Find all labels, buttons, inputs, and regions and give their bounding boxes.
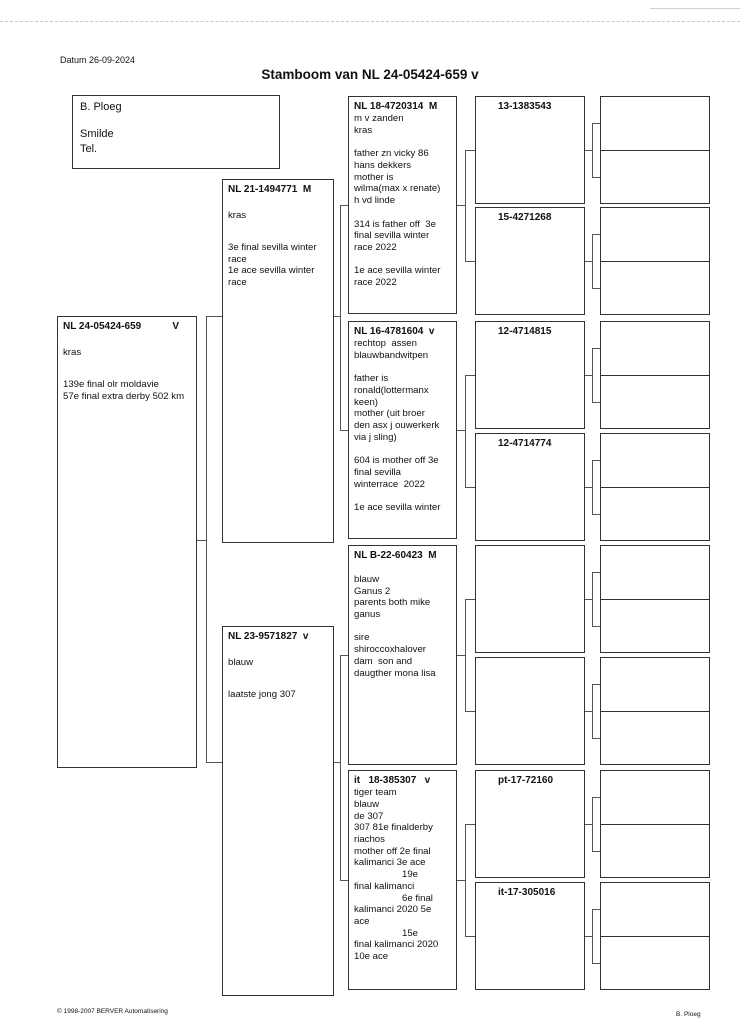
empty-ancestor-pair bbox=[600, 96, 710, 204]
grandparent-ring: NL 16-4781604 v bbox=[354, 326, 435, 337]
empty-ancestor-pair bbox=[600, 545, 710, 653]
sire-notes: 3e final sevilla winter race 1e ace sevilla winter race bbox=[228, 241, 317, 288]
grandparent-notes: tiger team blauw de 307 307 81e finalderby riachos mother off 2e final kalimanci 3e ace 19e final kalimanci 6e final kalimanci 2020 5e ace 15e final kalimanci 2020 10e ace bbox=[354, 787, 439, 963]
subject-sex: V bbox=[172, 321, 179, 332]
connector-line bbox=[206, 316, 207, 763]
connector-line bbox=[592, 572, 593, 626]
connector-line bbox=[340, 205, 341, 430]
connector-line bbox=[340, 655, 341, 880]
connector-line bbox=[340, 205, 348, 206]
dam-notes: laatste jong 307 bbox=[228, 688, 296, 700]
connector-line bbox=[206, 316, 222, 317]
grandparent-box bbox=[348, 96, 457, 314]
sire-ring: NL 21-1494771 M bbox=[228, 184, 312, 195]
connector-line bbox=[465, 375, 475, 376]
empty-ancestor-pair bbox=[600, 321, 710, 429]
connector-line bbox=[592, 348, 593, 402]
great-grandparent-box bbox=[475, 96, 585, 204]
connector-line bbox=[585, 261, 592, 262]
great-grandparent-ring: 12-4714815 bbox=[498, 326, 552, 337]
great-grandparent-ring: 13-1383543 bbox=[498, 101, 552, 112]
empty-ancestor-pair bbox=[600, 657, 710, 765]
connector-line bbox=[457, 430, 465, 431]
connector-line bbox=[465, 150, 475, 151]
connector-line bbox=[465, 375, 466, 487]
connector-line bbox=[592, 963, 600, 964]
connector-line bbox=[592, 626, 600, 627]
empty-ancestor-pair bbox=[600, 882, 710, 990]
subject-box bbox=[57, 316, 197, 768]
owner-tel: Tel. bbox=[80, 142, 98, 155]
connector-line bbox=[592, 797, 600, 798]
connector-line bbox=[592, 738, 600, 739]
connector-line bbox=[592, 234, 600, 235]
sire-box bbox=[222, 179, 334, 543]
connector-line bbox=[592, 177, 600, 178]
connector-line bbox=[592, 909, 593, 963]
connector-line bbox=[585, 824, 592, 825]
connector-line bbox=[592, 123, 593, 177]
dam-color: blauw bbox=[228, 657, 254, 669]
connector-line bbox=[465, 487, 475, 488]
great-grandparent-box bbox=[475, 321, 585, 429]
subject-notes: 139e final olr moldavie 57e final extra derby 502 km bbox=[63, 378, 185, 402]
great-grandparent-box bbox=[475, 770, 585, 878]
great-grandparent-box bbox=[475, 545, 585, 653]
connector-line bbox=[592, 797, 593, 851]
dam-box bbox=[222, 626, 334, 996]
connector-line bbox=[592, 851, 600, 852]
sire-color: kras bbox=[228, 210, 247, 222]
connector-line bbox=[585, 487, 592, 488]
great-grandparent-box bbox=[475, 433, 585, 541]
connector-line bbox=[465, 824, 466, 936]
owner-box bbox=[72, 95, 280, 169]
footer-owner: B. Ploeg bbox=[676, 1011, 701, 1018]
connector-line bbox=[585, 711, 592, 712]
connector-line bbox=[465, 599, 475, 600]
connector-line bbox=[465, 599, 466, 711]
grandparent-ring: NL 18-4720314 M bbox=[354, 101, 438, 112]
connector-line bbox=[340, 880, 348, 881]
empty-ancestor-pair bbox=[600, 207, 710, 315]
grandparent-notes: m v zanden kras father zn vicky 86 hans dekkers mother is wilma(max x renate) h vd linde 314 is father off 3e final sevilla winter race 2022 1e ace sevilla winter race 2022 bbox=[354, 113, 441, 289]
grandparent-box bbox=[348, 321, 457, 539]
connector-line bbox=[592, 684, 593, 738]
connector-line bbox=[465, 711, 475, 712]
pedigree-date: Datum 26-09-2024 bbox=[60, 55, 136, 65]
connector-line bbox=[197, 540, 206, 541]
connector-line bbox=[592, 684, 600, 685]
connector-line bbox=[592, 234, 593, 288]
connector-line bbox=[465, 150, 466, 261]
owner-city: Smilde bbox=[80, 128, 114, 141]
connector-line bbox=[457, 880, 465, 881]
great-grandparent-ring: pt-17-72160 bbox=[498, 775, 554, 786]
dam-ring: NL 23-9571827 v bbox=[228, 631, 309, 642]
grandparent-notes: blauw Ganus 2 parents both mike ganus sire shiroccoxhalover dam son and daugther mona lisa bbox=[354, 573, 436, 679]
connector-line bbox=[592, 909, 600, 910]
connector-line bbox=[592, 514, 600, 515]
grandparent-ring: it 18-385307 v bbox=[354, 775, 431, 786]
connector-line bbox=[592, 402, 600, 403]
connector-line bbox=[340, 655, 348, 656]
great-grandparent-ring: 12-4714774 bbox=[498, 438, 552, 449]
connector-line bbox=[585, 375, 592, 376]
connector-line bbox=[592, 348, 600, 349]
connector-line bbox=[592, 123, 600, 124]
connector-line bbox=[457, 655, 465, 656]
grandparent-box bbox=[348, 545, 457, 765]
great-grandparent-ring: it-17-305016 bbox=[498, 887, 556, 898]
footer-copyright: © 1998-2007 BERVER Automatisering bbox=[57, 1008, 168, 1015]
connector-line bbox=[465, 824, 475, 825]
connector-line bbox=[585, 599, 592, 600]
connector-line bbox=[465, 261, 475, 262]
connector-line bbox=[592, 460, 600, 461]
connector-line bbox=[457, 205, 465, 206]
connector-line bbox=[585, 936, 592, 937]
connector-line bbox=[592, 460, 593, 514]
connector-line bbox=[592, 288, 600, 289]
subject-color: kras bbox=[63, 347, 82, 359]
great-grandparent-box bbox=[475, 657, 585, 765]
scan-artifact-line bbox=[0, 21, 740, 22]
connector-line bbox=[592, 572, 600, 573]
great-grandparent-box bbox=[475, 882, 585, 990]
grandparent-notes: rechtop assen blauwbandwitpen father is ronald(lottermanx keen) mother (uit broer den asx j ouwerkerk via j sling) 604 is mother off 3e final sevilla winterrace 2022 1e ace sevilla winter bbox=[354, 338, 441, 514]
page-title: Stamboom van NL 24-05424-659 v bbox=[261, 67, 479, 82]
grandparent-ring: NL B-22-60423 M bbox=[354, 550, 437, 561]
scan-artifact-line bbox=[650, 8, 740, 9]
connector-line bbox=[206, 762, 222, 763]
empty-ancestor-pair bbox=[600, 770, 710, 878]
connector-line bbox=[465, 936, 475, 937]
owner-name: B. Ploeg bbox=[80, 101, 122, 113]
empty-ancestor-pair bbox=[600, 433, 710, 541]
great-grandparent-ring: 15-4271268 bbox=[498, 212, 552, 223]
connector-line bbox=[585, 150, 592, 151]
great-grandparent-box bbox=[475, 207, 585, 315]
grandparent-box bbox=[348, 770, 457, 990]
subject-ring: NL 24-05424-659 bbox=[63, 321, 142, 332]
connector-line bbox=[340, 430, 348, 431]
